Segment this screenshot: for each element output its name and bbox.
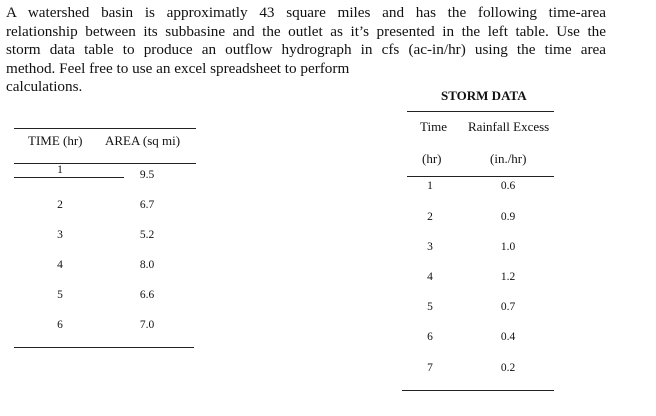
area-cell: 8.0 — [139, 259, 155, 271]
time-cell: 4 — [57, 259, 63, 271]
rain-cell: 0.2 — [500, 362, 516, 374]
table-rule-bottom — [14, 347, 194, 348]
rain-cell: 0.7 — [500, 301, 516, 313]
rain-cell: 0.6 — [500, 180, 516, 192]
time-cell: 4 — [427, 271, 433, 283]
time-cell: 2 — [427, 211, 433, 223]
area-cell: 6.7 — [139, 199, 155, 211]
time-cell: 1 — [57, 164, 63, 176]
rain-cell: 1.0 — [500, 241, 516, 253]
problem-line: relationship between its subbasine and the outlet as it’s presented in the left table. Use the — [6, 22, 606, 40]
table-rule-first-row — [14, 177, 124, 178]
time-cell: 7 — [427, 362, 433, 374]
header-rainfall-excess: Rainfall Excess — [468, 119, 550, 134]
header-time: TIME (hr) — [28, 133, 83, 148]
table-rule-header — [14, 163, 196, 164]
time-cell: 3 — [427, 241, 433, 253]
problem-line: storm data table to produce an outflow hydrograph in cfs (ac-in/hr) using the time area — [6, 41, 606, 59]
header-time: Time — [420, 119, 447, 134]
time-cell: 2 — [57, 199, 63, 211]
problem-line: A watershed basin is approximatly 43 square miles and has the following time-area — [6, 4, 606, 21]
problem-statement — [6, 4, 606, 97]
time-cell: 5 — [427, 301, 433, 313]
area-cell: 9.5 — [139, 169, 155, 181]
time-cell: 1 — [427, 180, 433, 192]
time-cell: 5 — [57, 289, 63, 301]
area-cell: 6.6 — [139, 289, 155, 301]
storm-data-title: STORM DATA — [441, 88, 527, 103]
time-cell: 6 — [427, 331, 433, 343]
time-cell: 6 — [57, 319, 63, 331]
time-cell: 3 — [57, 229, 63, 241]
storm-rule-bottom — [402, 390, 554, 391]
table-rule-top — [14, 128, 196, 129]
problem-line: method. Feel free to use an excel spreadsheet to perform — [6, 59, 350, 77]
rain-cell: 1.2 — [500, 271, 516, 283]
storm-rule-top — [407, 111, 554, 112]
rain-cell: 0.4 — [500, 331, 516, 343]
area-cell: 7.0 — [139, 319, 155, 331]
rain-cell: 0.9 — [500, 211, 516, 223]
problem-line: calculations. — [6, 78, 83, 96]
header-rainfall-unit: (in./hr) — [490, 151, 527, 166]
header-time-unit: (hr) — [422, 151, 442, 166]
storm-rule-header — [407, 176, 554, 177]
area-cell: 5.2 — [139, 229, 155, 241]
header-area: AREA (sq mi) — [105, 133, 181, 148]
